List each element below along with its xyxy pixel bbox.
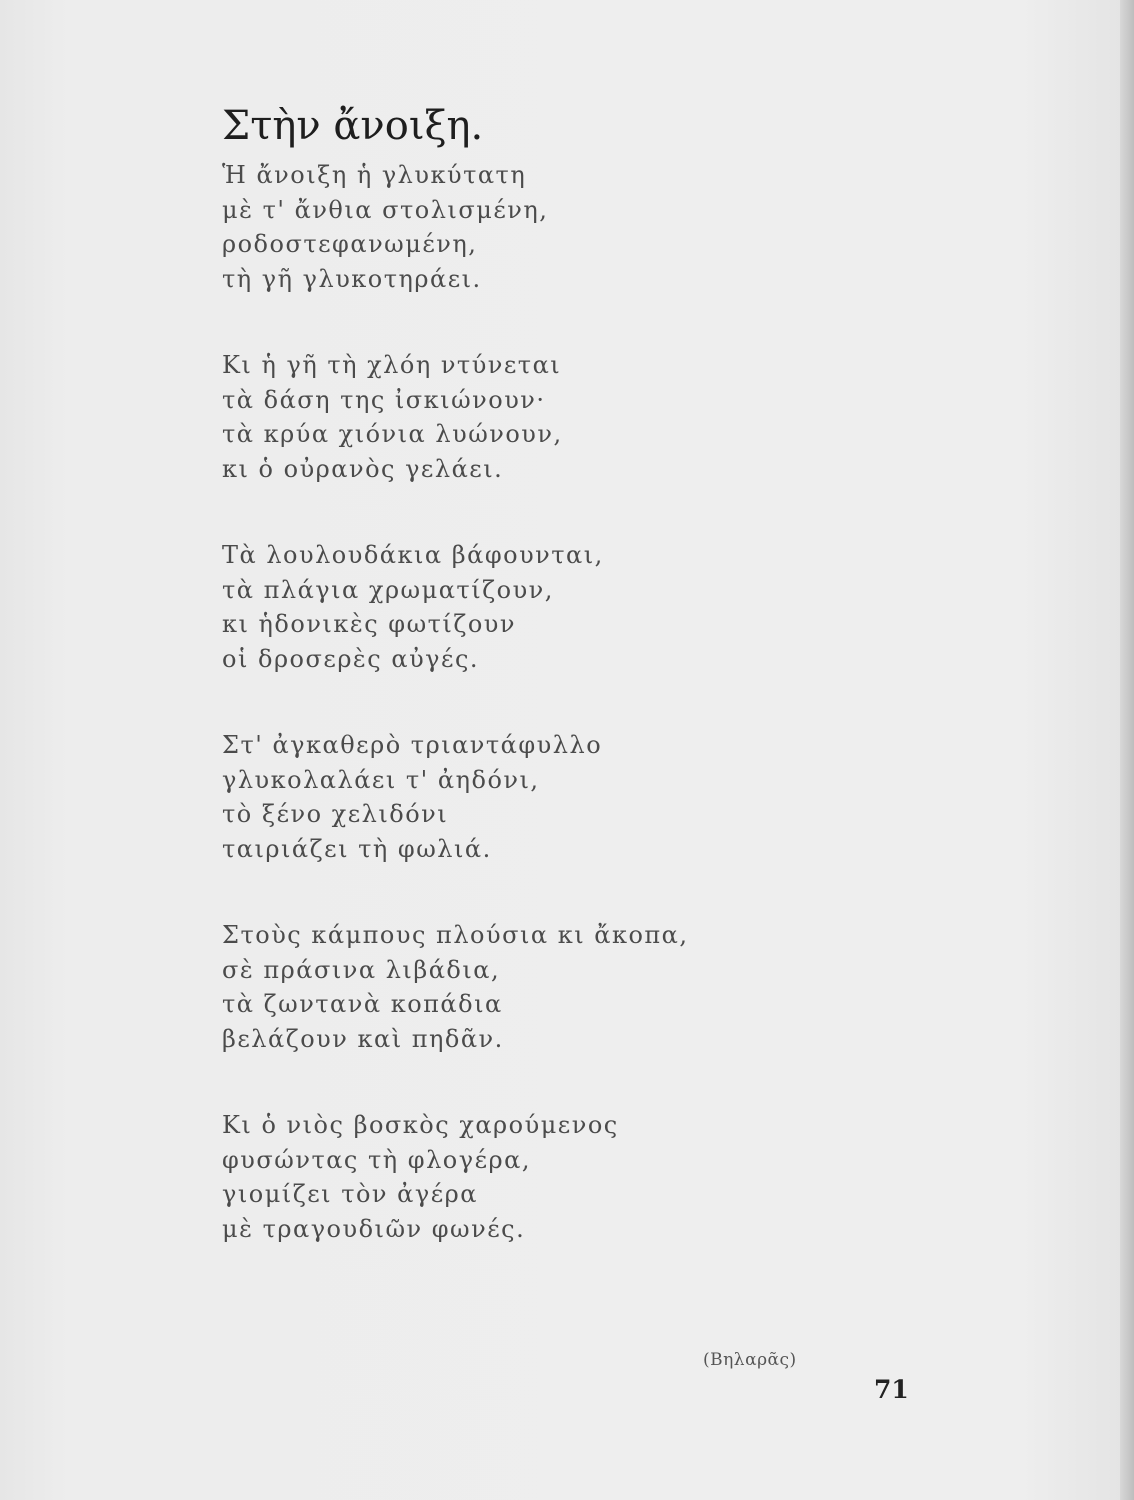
poem-line: τὴ γῆ γλυκοτηράει. — [222, 264, 482, 293]
poem-line: τὰ δάση της ἰσκιώνουν· — [222, 385, 546, 414]
poem-line: φυσώντας τὴ φλογέρα, — [222, 1145, 531, 1174]
stanza-6 — [222, 1108, 942, 1246]
stanza-2 — [222, 348, 942, 486]
poem-line: ταιριάζει τὴ φωλιά. — [222, 834, 492, 863]
page-edge — [1120, 0, 1134, 1500]
stanza-4 — [222, 728, 942, 866]
poem-line: κι ἡδονικὲς φωτίζουν — [222, 610, 516, 638]
poem-line: οἱ δροσερὲς αὐγές. — [222, 644, 480, 673]
poem — [222, 96, 942, 1298]
poem-line: τὰ πλάγια χρωματίζουν, — [222, 575, 554, 604]
page-number: 71 — [874, 1375, 909, 1404]
poem-line: Κι ὁ νιὸς βοσκὸς χαρούμενος — [222, 1111, 619, 1139]
stanza-1 — [222, 158, 942, 296]
poem-line: Στ' ἀγκαθερὸ τριαντάφυλλο — [222, 731, 603, 759]
poem-line: μὲ τραγουδιῶν φωνές. — [222, 1214, 526, 1243]
poem-line: Τὰ λουλουδάκια βάφουνται, — [222, 541, 604, 569]
poem-line: γλυκολαλάει τ' ἀηδόνι, — [222, 765, 540, 794]
stanza-3 — [222, 538, 942, 676]
poem-line: κι ὁ οὐρανὸς γελάει. — [222, 454, 504, 483]
stanza-5 — [222, 918, 942, 1056]
poem-line: τὰ ζωντανὰ κοπάδια — [222, 990, 503, 1018]
poem-line: Κι ἡ γῆ τὴ χλόη ντύνεται — [222, 351, 562, 379]
poem-title: Στὴν ἄνοιξη. — [222, 103, 484, 149]
poem-line: βελάζουν καὶ πηδᾶν. — [222, 1024, 504, 1053]
poem-author: (Βηλαρᾶς) — [703, 1350, 797, 1370]
poem-line: τὰ κρύα χιόνια λυώνουν, — [222, 420, 563, 448]
poem-line: γιομίζει τὸν ἀγέρα — [222, 1180, 478, 1208]
poem-line: Στοὺς κάμπους πλούσια κι ἄκοπα, — [222, 921, 689, 949]
poem-line: μὲ τ' ἄνθια στολισμένη, — [222, 195, 549, 224]
poem-line: Ἡ ἄνοιξη ἡ γλυκύτατη — [222, 161, 527, 189]
poem-line: τὸ ξένο χελιδόνι — [222, 800, 449, 828]
poem-line: σὲ πράσινα λιβάδια, — [222, 955, 501, 984]
poem-line: ροδοστεφανωμένη, — [222, 230, 478, 258]
